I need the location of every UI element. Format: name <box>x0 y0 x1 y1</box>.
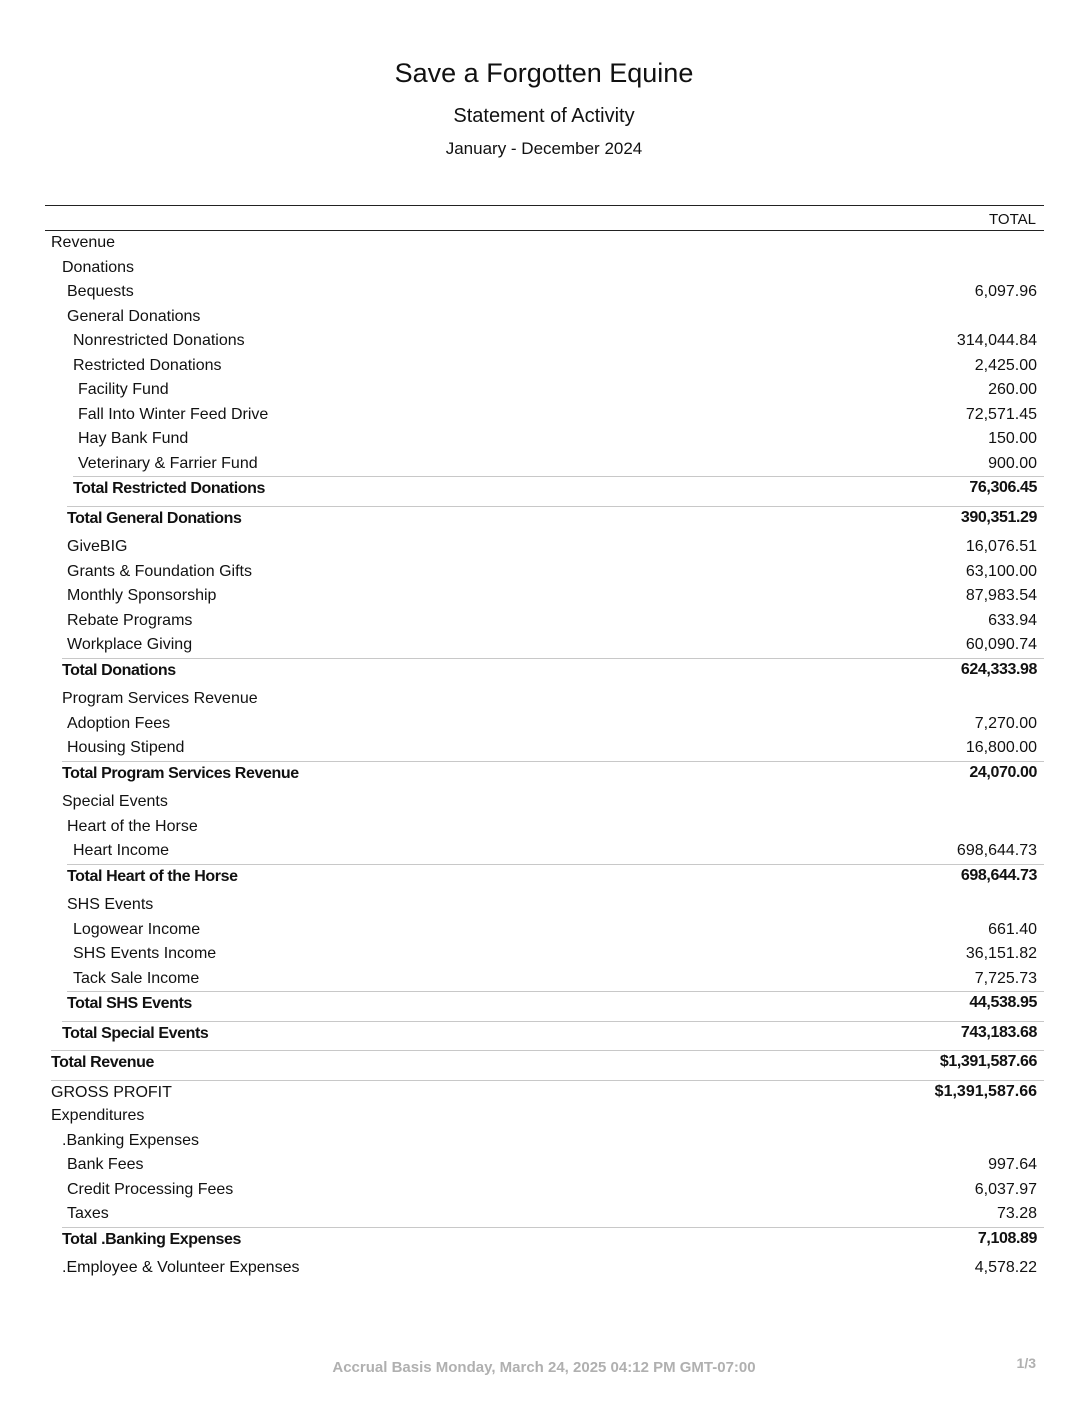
section-heading-row <box>45 687 1044 712</box>
row-amount: 63,100.00 <box>965 562 1037 580</box>
row-label: Total Heart of the Horse <box>67 864 1044 890</box>
row-amount: 698,644.73 <box>956 842 1037 859</box>
row-label: Program Services Revenue <box>62 690 258 707</box>
row-label: Monthly Sponsorship <box>67 587 217 604</box>
line-item-row <box>45 1080 1044 1105</box>
row-amount: 997.64 <box>988 1156 1037 1173</box>
line-item-row <box>45 354 1044 379</box>
line-item-row <box>45 609 1044 634</box>
line-item-row <box>45 1256 1044 1281</box>
line-item-row <box>45 712 1044 737</box>
row-label: SHS Events <box>67 896 154 913</box>
section-heading-row <box>45 305 1044 330</box>
row-label: Donations <box>62 258 135 276</box>
section-heading-row <box>45 815 1044 840</box>
section-heading-row <box>45 893 1044 918</box>
row-label: Revenue <box>51 234 116 251</box>
row-label: Bequests <box>67 283 134 300</box>
row-label: Grants & Foundation Gifts <box>67 562 252 580</box>
row-label: Logowear Income <box>73 920 201 938</box>
line-item-row <box>45 584 1044 609</box>
row-amount: 73.28 <box>996 1205 1037 1222</box>
row-amount: $1,391,587.66 <box>934 1082 1037 1100</box>
row-label: Bank Fees <box>67 1156 144 1173</box>
row-label: Total SHS Events <box>67 991 1044 1017</box>
report-title: Statement of Activity <box>453 105 635 127</box>
row-amount: 900.00 <box>988 454 1037 472</box>
row-label: Expenditures <box>51 1107 145 1124</box>
column-header-total: TOTAL <box>989 211 1036 228</box>
row-amount: 72,571.45 <box>965 405 1037 423</box>
line-item-row <box>45 329 1044 354</box>
row-label: Total Revenue <box>51 1050 1044 1076</box>
row-amount: $1,391,587.66 <box>939 1053 1037 1070</box>
row-amount: 7,270.00 <box>974 714 1037 732</box>
row-label: GiveBIG <box>67 538 128 555</box>
row-amount: 390,351.29 <box>960 508 1037 526</box>
row-label: SHS Events Income <box>73 945 217 962</box>
line-item-row <box>45 839 1044 864</box>
row-label: Restricted Donations <box>73 356 222 374</box>
total-row <box>45 1021 1044 1046</box>
row-label: Facility Fund <box>78 381 169 398</box>
row-label: Nonrestricted Donations <box>73 332 245 349</box>
line-item-row <box>45 1178 1044 1203</box>
row-label: Tack Sale Income <box>73 969 200 987</box>
row-amount: 743,183.68 <box>960 1023 1037 1041</box>
line-item-row <box>45 633 1044 658</box>
row-label: .Banking Expenses <box>62 1131 199 1149</box>
section-heading-row <box>45 1104 1044 1129</box>
row-amount: 633.94 <box>988 611 1037 629</box>
row-amount: 260.00 <box>988 381 1037 398</box>
row-label: Workplace Giving <box>67 636 193 653</box>
line-item-row <box>45 918 1044 943</box>
row-amount: 7,725.73 <box>974 969 1037 987</box>
total-row <box>45 864 1044 889</box>
section-heading-row <box>45 256 1044 281</box>
total-row <box>45 476 1044 501</box>
line-item-row <box>45 736 1044 761</box>
row-label: Housing Stipend <box>67 739 185 756</box>
line-item-row <box>45 427 1044 452</box>
row-amount: 6,097.96 <box>974 283 1037 300</box>
section-heading-row <box>45 1129 1044 1154</box>
row-amount: 44,538.95 <box>969 994 1037 1011</box>
statement-table <box>45 205 1044 1281</box>
row-amount: 150.00 <box>988 430 1037 447</box>
total-row <box>45 991 1044 1016</box>
total-row <box>45 1050 1044 1075</box>
line-item-row <box>45 403 1044 428</box>
line-item-row <box>45 560 1044 585</box>
row-amount: 6,037.97 <box>974 1180 1037 1198</box>
row-amount: 314,044.84 <box>956 332 1037 349</box>
column-header-row <box>45 205 1044 231</box>
row-amount: 698,644.73 <box>960 866 1037 884</box>
row-amount: 661.40 <box>988 920 1037 938</box>
row-label: GROSS PROFIT <box>51 1080 1044 1106</box>
row-amount: 16,800.00 <box>965 739 1037 756</box>
row-amount: 60,090.74 <box>965 636 1037 653</box>
total-row <box>45 506 1044 531</box>
company-name: Save a Forgotten Equine <box>394 58 694 88</box>
row-amount: 16,076.51 <box>965 538 1037 555</box>
row-label: Hay Bank Fund <box>78 430 189 447</box>
line-item-row <box>45 1202 1044 1227</box>
row-label: Heart of the Horse <box>67 817 198 835</box>
line-item-row <box>45 452 1044 477</box>
row-amount: 24,070.00 <box>969 763 1037 781</box>
report-footer: Accrual Basis Monday, March 24, 2025 04:12 PM GMT-07:00 <box>332 1359 756 1376</box>
row-label: Credit Processing Fees <box>67 1180 234 1198</box>
row-label: .Employee & Volunteer Expenses <box>62 1259 300 1276</box>
row-amount: 7,108.89 <box>977 1229 1037 1247</box>
row-label: Special Events <box>62 793 168 810</box>
statement-rows <box>45 231 1044 1281</box>
row-label: General Donations <box>67 307 201 325</box>
row-label: Taxes <box>67 1205 109 1222</box>
row-label: Fall Into Winter Feed Drive <box>78 405 269 423</box>
row-label: Total Special Events <box>62 1021 1044 1047</box>
row-label: Rebate Programs <box>67 611 193 629</box>
page-number: 1/3 <box>1016 1355 1036 1371</box>
row-label: Total General Donations <box>67 506 1044 532</box>
row-label: Veterinary & Farrier Fund <box>78 454 258 472</box>
row-label: Heart Income <box>73 842 170 859</box>
total-row <box>45 1227 1044 1252</box>
row-amount: 36,151.82 <box>965 945 1037 962</box>
row-amount: 624,333.98 <box>960 660 1037 678</box>
row-amount: 2,425.00 <box>974 356 1037 374</box>
section-heading-row <box>45 790 1044 815</box>
row-label: Adoption Fees <box>67 714 171 732</box>
line-item-row <box>45 535 1044 560</box>
row-label: Total Program Services Revenue <box>62 761 1044 787</box>
line-item-row <box>45 1153 1044 1178</box>
section-heading-row <box>45 231 1044 256</box>
line-item-row <box>45 942 1044 967</box>
line-item-row <box>45 280 1044 305</box>
total-row <box>45 761 1044 786</box>
row-label: Total Restricted Donations <box>73 476 1044 502</box>
row-amount: 4,578.22 <box>974 1259 1037 1276</box>
line-item-row <box>45 967 1044 992</box>
row-amount: 87,983.54 <box>965 587 1037 604</box>
total-row <box>45 658 1044 683</box>
line-item-row <box>45 378 1044 403</box>
report-period: January - December 2024 <box>445 139 643 158</box>
row-label: Total Donations <box>62 658 1044 684</box>
row-label: Total .Banking Expenses <box>62 1227 1044 1253</box>
row-amount: 76,306.45 <box>969 479 1037 496</box>
